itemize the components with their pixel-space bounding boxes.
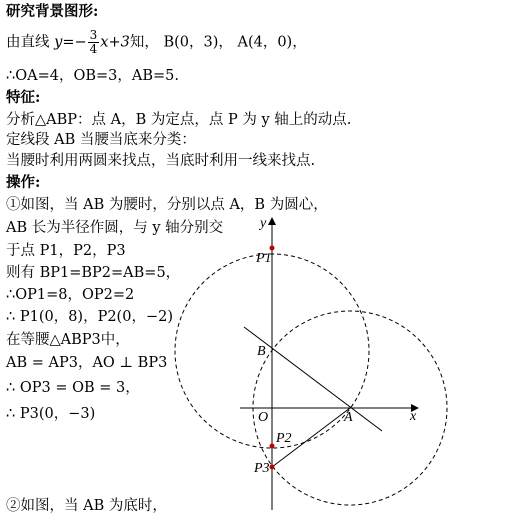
lengths-line: ∴OA=4，OB=3，AB=5. [6, 68, 179, 84]
label-y-axis: y [260, 216, 267, 231]
step1-line10: ∴ P3(0，−3) [6, 406, 96, 422]
step1-line4: 则有 BP1=BP2=AB=5， [6, 265, 181, 281]
point-a-coords: A(4，0)， [237, 34, 307, 51]
point-p3 [270, 465, 275, 470]
line-def-y: y [54, 34, 63, 51]
step1-line7: 在等腰△ABP3中， [6, 332, 130, 348]
label-x-axis: x [410, 409, 417, 424]
classify-line: 定线段 AB 当腰当底来分类： [6, 132, 196, 148]
heading-background: 研究背景图形: [6, 3, 99, 20]
point-p2 [270, 444, 275, 449]
line-def-rest: x+3 [100, 34, 130, 51]
analysis-line: 分析△ABP：点 A，B 为定点，点 P 为 y 轴上的动点. [6, 112, 352, 128]
label-origin: O [258, 410, 269, 425]
step1-line6: ∴ P1(0，8)，P2(0，−2) [6, 309, 173, 325]
line-def-suffix: 知， [129, 34, 159, 51]
label-p1: P1 [256, 251, 272, 266]
rule-line: 当腰时利用两圆来找点，当底时利用一线来找点. [6, 153, 316, 169]
step1-line8: AB = AP3，AO ⊥ BP3 [6, 355, 168, 371]
step1-line1: ①如图，当 AB 为腰时，分别以点 A，B 为圆心， [6, 197, 328, 213]
label-p3: P3 [254, 461, 270, 476]
step1-line2: AB 长为半径作圆，与 y 轴分别交 [6, 220, 224, 236]
label-a: A [344, 410, 353, 425]
point-b-coords: B(0，3)， [163, 34, 233, 51]
heading-features: 特征: [6, 89, 41, 106]
step2-line1: ②如图，当 AB 为底时， [6, 498, 167, 514]
step1-line5: ∴OP1=8，OP2=2 [6, 287, 135, 303]
step1-line9: ∴ OP3 = OB = 3， [6, 380, 140, 396]
line-def-prefix: 由直线 [6, 34, 50, 51]
step1-line3: 于点 P1，P2，P3 [6, 243, 126, 259]
point-p1 [270, 246, 275, 251]
label-b: B [257, 344, 266, 359]
slope-numerator: 3 [89, 28, 98, 42]
slope-denominator: 4 [89, 42, 98, 56]
label-p2: P2 [276, 431, 292, 446]
heading-operation: 操作: [6, 174, 41, 191]
line-def-eq: =− [62, 34, 87, 51]
